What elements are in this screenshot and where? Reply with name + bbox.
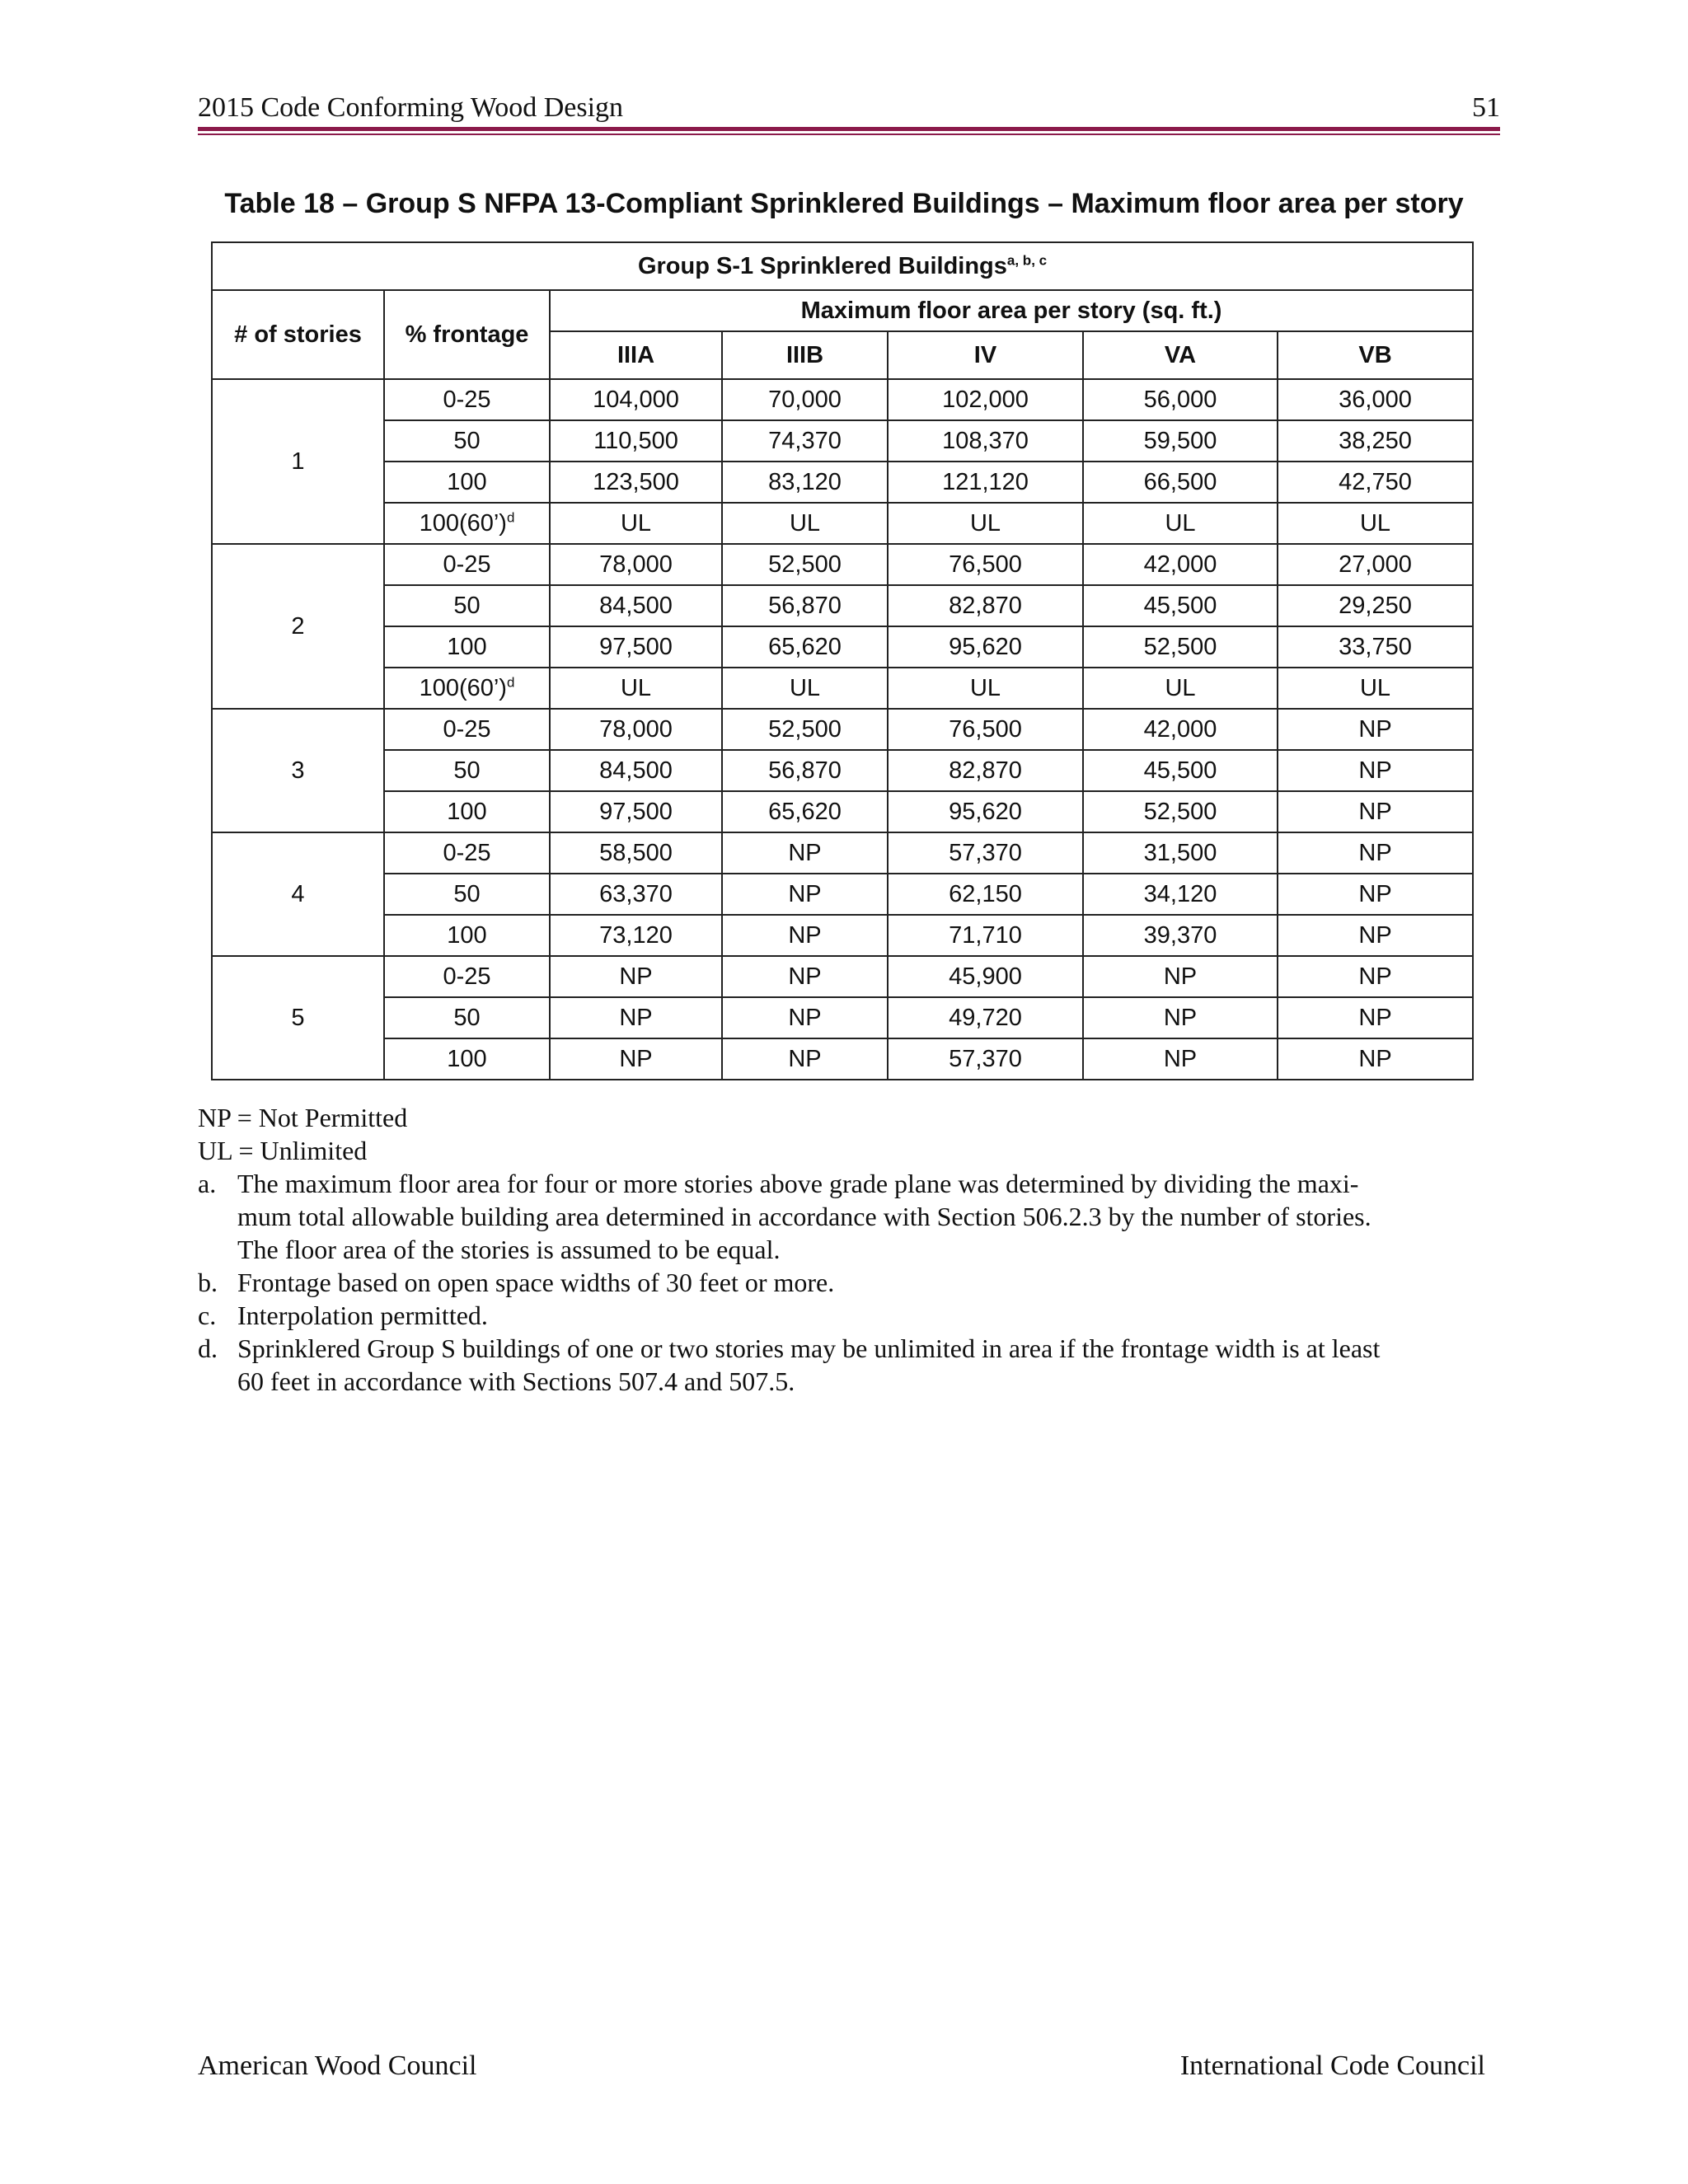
frontage-cell: 100 bbox=[384, 1038, 550, 1080]
value-cell: NP bbox=[1083, 997, 1278, 1038]
value-cell: 121,120 bbox=[888, 462, 1083, 503]
table-row bbox=[212, 709, 1473, 750]
value-cell: NP bbox=[550, 1038, 722, 1080]
frontage-cell: 0-25 bbox=[384, 544, 550, 585]
table-row bbox=[212, 1038, 1473, 1080]
value-cell: NP bbox=[722, 956, 888, 997]
frontage-cell: 50 bbox=[384, 750, 550, 791]
footnote-line: mum total allowable building area determined in accordance with Section 506.2.3 by the number of stories. bbox=[237, 1202, 1372, 1231]
frontage-cell: 0-25 bbox=[384, 709, 550, 750]
value-cell: 76,500 bbox=[888, 709, 1083, 750]
value-cell: NP bbox=[1278, 1038, 1473, 1080]
value-cell: 76,500 bbox=[888, 544, 1083, 585]
frontage-cell bbox=[384, 668, 550, 709]
footnote-line: 60 feet in accordance with Sections 507.4 and 507.5. bbox=[237, 1366, 795, 1396]
value-cell: 66,500 bbox=[1083, 462, 1278, 503]
table-row bbox=[212, 544, 1473, 585]
value-cell: NP bbox=[1278, 832, 1473, 874]
value-cell: UL bbox=[550, 503, 722, 544]
footnote-label: d. bbox=[198, 1333, 218, 1363]
footnote-ref: d bbox=[506, 509, 515, 525]
value-cell: 42,000 bbox=[1083, 544, 1278, 585]
value-cell: 45,900 bbox=[888, 956, 1083, 997]
value-cell: 56,870 bbox=[722, 585, 888, 626]
value-cell: 45,500 bbox=[1083, 585, 1278, 626]
value-cell: 84,500 bbox=[550, 585, 722, 626]
table-row bbox=[212, 462, 1473, 503]
value-cell: NP bbox=[1278, 874, 1473, 915]
footnote-label: c. bbox=[198, 1301, 217, 1330]
value-cell: UL bbox=[722, 668, 888, 709]
value-cell: 39,370 bbox=[1083, 915, 1278, 956]
value-cell: 36,000 bbox=[1278, 379, 1473, 420]
value-cell: 110,500 bbox=[550, 420, 722, 462]
value-cell: 65,620 bbox=[722, 791, 888, 832]
value-cell: 42,000 bbox=[1083, 709, 1278, 750]
value-cell: 104,000 bbox=[550, 379, 722, 420]
value-cell: NP bbox=[1278, 915, 1473, 956]
table-row bbox=[212, 997, 1473, 1038]
note-ul: UL = Unlimited bbox=[198, 1136, 368, 1165]
frontage-cell: 100 bbox=[384, 462, 550, 503]
frontage-cell: 50 bbox=[384, 997, 550, 1038]
value-cell: 38,250 bbox=[1278, 420, 1473, 462]
value-cell: 52,500 bbox=[1083, 626, 1278, 668]
footnote-b bbox=[198, 1266, 1484, 1299]
value-cell: 56,870 bbox=[722, 750, 888, 791]
value-cell: NP bbox=[550, 956, 722, 997]
value-cell: 34,120 bbox=[1083, 874, 1278, 915]
value-cell: 49,720 bbox=[888, 997, 1083, 1038]
value-cell: 29,250 bbox=[1278, 585, 1473, 626]
table-row bbox=[212, 585, 1473, 626]
table-row bbox=[212, 915, 1473, 956]
frontage-cell: 0-25 bbox=[384, 956, 550, 997]
value-cell: 71,710 bbox=[888, 915, 1083, 956]
value-cell: 65,620 bbox=[722, 626, 888, 668]
col-header-type: IIIA bbox=[550, 331, 722, 379]
table-row bbox=[212, 626, 1473, 668]
value-cell: UL bbox=[888, 668, 1083, 709]
col-header-type: IIIB bbox=[722, 331, 888, 379]
col-header-stories: # of stories bbox=[212, 290, 384, 379]
frontage-label: 100(60’) bbox=[419, 509, 507, 537]
table-row bbox=[212, 379, 1473, 420]
value-cell: NP bbox=[1083, 1038, 1278, 1080]
page-footer bbox=[198, 2050, 1485, 2092]
value-cell: 57,370 bbox=[888, 832, 1083, 874]
value-cell: 63,370 bbox=[550, 874, 722, 915]
table-row bbox=[212, 832, 1473, 874]
value-cell: UL bbox=[1278, 503, 1473, 544]
stories-cell: 1 bbox=[212, 379, 384, 544]
value-cell: 52,500 bbox=[1083, 791, 1278, 832]
value-cell: 58,500 bbox=[550, 832, 722, 874]
col-header-type: VB bbox=[1278, 331, 1473, 379]
frontage-cell: 100 bbox=[384, 626, 550, 668]
value-cell: 83,120 bbox=[722, 462, 888, 503]
value-cell: NP bbox=[1278, 997, 1473, 1038]
value-cell: 62,150 bbox=[888, 874, 1083, 915]
value-cell: 45,500 bbox=[1083, 750, 1278, 791]
value-cell: 82,870 bbox=[888, 585, 1083, 626]
frontage-cell: 100 bbox=[384, 791, 550, 832]
table-row bbox=[212, 874, 1473, 915]
footnote-label: b. bbox=[198, 1268, 218, 1297]
value-cell: 33,750 bbox=[1278, 626, 1473, 668]
frontage-cell: 100 bbox=[384, 915, 550, 956]
value-cell: 95,620 bbox=[888, 791, 1083, 832]
group-label: Group S-1 Sprinklered Buildings bbox=[637, 252, 1007, 279]
table-title: Table 18 – Group S NFPA 13-Compliant Sprinklered Buildings – Maximum floor area per story bbox=[224, 188, 1464, 219]
footer-left: American Wood Council bbox=[198, 2050, 477, 2081]
footnote-line: Frontage based on open space widths of 30 feet or more. bbox=[237, 1268, 835, 1297]
value-cell: 52,500 bbox=[722, 709, 888, 750]
value-cell: NP bbox=[722, 1038, 888, 1080]
group-label-footnote-ref: a, b, c bbox=[1006, 251, 1048, 268]
value-cell: UL bbox=[888, 503, 1083, 544]
table-row bbox=[212, 956, 1473, 997]
stories-cell: 5 bbox=[212, 956, 384, 1080]
frontage-cell: 0-25 bbox=[384, 832, 550, 874]
value-cell: 102,000 bbox=[888, 379, 1083, 420]
value-cell: 74,370 bbox=[722, 420, 888, 462]
value-cell: 31,500 bbox=[1083, 832, 1278, 874]
col-header-max-area: Maximum floor area per story (sq. ft.) bbox=[550, 290, 1473, 331]
value-cell: 42,750 bbox=[1278, 462, 1473, 503]
table-row bbox=[212, 503, 1473, 544]
frontage-cell: 50 bbox=[384, 874, 550, 915]
value-cell: NP bbox=[1083, 956, 1278, 997]
footnote-line: The maximum floor area for four or more stories above grade plane was determined by dividing the maxi- bbox=[237, 1169, 1359, 1198]
value-cell: UL bbox=[722, 503, 888, 544]
stories-cell: 4 bbox=[212, 832, 384, 956]
value-cell: UL bbox=[550, 668, 722, 709]
footnote-line: The floor area of the stories is assumed to be equal. bbox=[237, 1235, 781, 1264]
stories-cell: 2 bbox=[212, 544, 384, 709]
value-cell: 56,000 bbox=[1083, 379, 1278, 420]
table-row bbox=[212, 791, 1473, 832]
value-cell: 27,000 bbox=[1278, 544, 1473, 585]
frontage-cell: 50 bbox=[384, 420, 550, 462]
value-cell: UL bbox=[1083, 503, 1278, 544]
value-cell: UL bbox=[1083, 668, 1278, 709]
value-cell: UL bbox=[1278, 668, 1473, 709]
footnote-c bbox=[198, 1299, 1484, 1332]
value-cell: 108,370 bbox=[888, 420, 1083, 462]
value-cell: 82,870 bbox=[888, 750, 1083, 791]
value-cell: NP bbox=[722, 915, 888, 956]
footnote-a bbox=[198, 1167, 1484, 1266]
table-row bbox=[212, 668, 1473, 709]
footnote-label: a. bbox=[198, 1169, 217, 1198]
footnote-line: Sprinklered Group S buildings of one or two stories may be unlimited in area if the frontage width is at least bbox=[237, 1333, 1381, 1363]
footer-right: International Code Council bbox=[1179, 2050, 1485, 2081]
value-cell: NP bbox=[1278, 750, 1473, 791]
frontage-cell: 50 bbox=[384, 585, 550, 626]
col-header-type: VA bbox=[1083, 331, 1278, 379]
frontage-cell: 0-25 bbox=[384, 379, 550, 420]
value-cell: NP bbox=[1278, 956, 1473, 997]
group-header bbox=[212, 242, 1473, 290]
value-cell: NP bbox=[722, 832, 888, 874]
value-cell: NP bbox=[1278, 791, 1473, 832]
footnote-line: Interpolation permitted. bbox=[237, 1301, 488, 1330]
col-header-frontage: % frontage bbox=[384, 290, 550, 379]
running-title: 2015 Code Conforming Wood Design bbox=[198, 92, 624, 123]
footnote-d bbox=[198, 1332, 1484, 1398]
header-rule-thin bbox=[198, 134, 1500, 135]
note-np: NP = Not Permitted bbox=[198, 1103, 408, 1132]
table-row bbox=[212, 420, 1473, 462]
value-cell: NP bbox=[722, 997, 888, 1038]
footnote-ref: d bbox=[506, 673, 515, 690]
value-cell: 57,370 bbox=[888, 1038, 1083, 1080]
value-cell: 97,500 bbox=[550, 791, 722, 832]
page-header bbox=[198, 89, 1500, 130]
page-number: 51 bbox=[1472, 92, 1500, 123]
value-cell: NP bbox=[722, 874, 888, 915]
frontage-label: 100(60’) bbox=[419, 674, 507, 701]
value-cell: 78,000 bbox=[550, 709, 722, 750]
floor-area-table bbox=[211, 241, 1474, 1080]
value-cell: 97,500 bbox=[550, 626, 722, 668]
value-cell: NP bbox=[550, 997, 722, 1038]
value-cell: 123,500 bbox=[550, 462, 722, 503]
stories-cell: 3 bbox=[212, 709, 384, 832]
value-cell: NP bbox=[1278, 709, 1473, 750]
value-cell: 52,500 bbox=[722, 544, 888, 585]
value-cell: 95,620 bbox=[888, 626, 1083, 668]
col-header-type: IV bbox=[888, 331, 1083, 379]
value-cell: 78,000 bbox=[550, 544, 722, 585]
value-cell: 73,120 bbox=[550, 915, 722, 956]
table-row bbox=[212, 750, 1473, 791]
header-rule-thick bbox=[198, 127, 1500, 131]
value-cell: 70,000 bbox=[722, 379, 888, 420]
value-cell: 59,500 bbox=[1083, 420, 1278, 462]
table-notes bbox=[198, 1101, 1484, 1398]
value-cell: 84,500 bbox=[550, 750, 722, 791]
frontage-cell bbox=[384, 503, 550, 544]
